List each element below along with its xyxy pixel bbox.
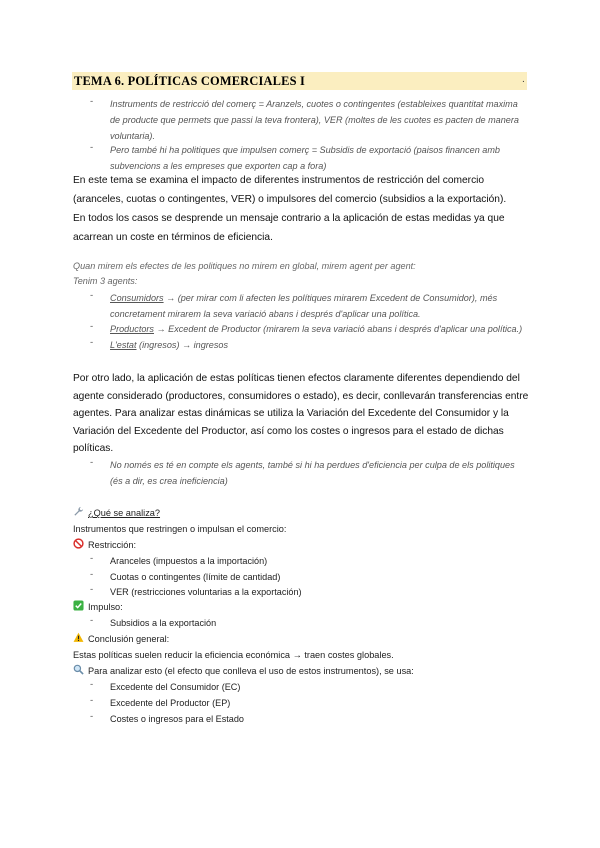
intro-bullet-line: Pero també hi ha politiques que impulsen comerç = Subsidis de exportació (paisos financen amb: [110, 145, 500, 155]
bullet-dash: -: [90, 584, 94, 595]
agent-label-consumidors: Consumidors: [110, 293, 164, 303]
bullet-dash: -: [90, 337, 94, 348]
instruments-line: Instrumentos que restringen o impulsan el comercio:: [73, 524, 287, 534]
intro-bullet-line: Instruments de restricció del comerç = Aranzels, cuotes o contingentes (estableixes quantitat maxima: [110, 99, 518, 109]
conclusion-text: Estas políticas suelen reducir la eficiencia económica → traen costes globales.: [73, 650, 394, 660]
note-line: Quan mirem els efectes de les politiques no mirem en global, mirem agent per agent:: [73, 261, 416, 271]
bullet-dash: -: [90, 321, 94, 332]
bullet-dash: -: [90, 96, 94, 107]
prohibited-icon: [73, 538, 84, 549]
restriction-item: VER (restricciones voluntarias a la exportación): [110, 587, 302, 597]
intro-bullet-line: subvencions a les empreses que exporten cap a fora): [110, 161, 327, 171]
efficiency-line: No només es té en compte els agents, també si hi ha perdues d'eficiencia per culpa de els politiques: [110, 460, 515, 470]
intro-bullet-line: de producte que permets que passi la teva frontera), VER (moltes de les cuotes es pacten de manera: [110, 115, 519, 125]
agent-label-productors: Productors: [110, 324, 154, 334]
conclusion-row: [73, 631, 169, 647]
paragraph-line: En este tema se examina el impacto de diferentes instrumentos de restricción del comercio: [73, 175, 485, 186]
restriction-label: Restricción:: [88, 540, 136, 550]
bullet-dash: -: [90, 679, 94, 690]
summary-question: ¿Qué se analiza?: [88, 508, 161, 518]
bullet-dash: -: [90, 615, 94, 626]
bullet-dash: -: [90, 569, 94, 580]
note-line: Tenim 3 agents:: [73, 276, 138, 286]
restriction-item: Cuotas o contingentes (límite de cantidad): [110, 572, 281, 582]
agent-label-estat: L'estat: [110, 340, 137, 350]
page-title: TEMA 6. POLÍTICAS COMERCIALES I: [74, 74, 305, 88]
conclusion-label: Conclusión general:: [88, 634, 170, 644]
analysis-item: Excedente del Productor (EP): [110, 698, 231, 708]
agent-description: concretament mirarem la seva variació abans i després d'aplicar una política.: [110, 309, 421, 319]
paragraph-line: acarrean un coste en términos de eficiencia.: [73, 232, 273, 243]
impulse-item: Subsidios a la exportación: [110, 618, 217, 628]
bullet-dash: -: [90, 711, 94, 722]
bullet-dash: -: [90, 695, 94, 706]
paragraph-line: agentes. Para analizar estas dinámicas se utiliza la Variación del Excedente del Consumidor y la: [73, 408, 509, 420]
agent-description: (ingresos) → ingresos: [136, 340, 228, 350]
analysis-item: Excedente del Consumidor (EC): [110, 682, 241, 692]
agent-description: → Excedent de Productor (mirarem la seva variació abans i després d'aplicar una política.): [153, 324, 523, 334]
bullet-dash: -: [90, 142, 94, 153]
intro-paragraph: [73, 171, 529, 247]
analysis-row: [73, 663, 414, 679]
warning-icon: [73, 632, 84, 643]
paragraph-line: Por otro lado, la aplicación de estas políticas tienen efectos claramente diferentes dependiendo del: [73, 373, 520, 384]
paragraph-line: (aranceles, cuotas o contingentes, VER) o impulsores del comercio (subsidios a la exportación).: [73, 194, 507, 205]
bullet-dash: -: [90, 290, 94, 301]
paragraph-line: políticas.: [73, 443, 114, 455]
agents-note: [73, 259, 529, 289]
restriction-item: Aranceles (impuestos a la importación): [110, 556, 268, 566]
paragraph-line: agente considerado (productores, consumidores o estado), es decir, conllevarán transferencias entre: [73, 390, 529, 402]
restriction-row: [73, 537, 136, 553]
summary-question-row: [73, 505, 160, 521]
bullet-dash: -: [90, 457, 94, 468]
check-icon: [73, 600, 84, 611]
analysis-line: Para analizar esto (el efecto que conlleva el uso de estos instrumentos), se usa:: [88, 666, 414, 676]
title-trailing-mark: .: [522, 74, 525, 85]
paragraph-line: Variación del Excedente del Productor, así como los costes o ingresos para el estado de dichas: [73, 425, 504, 437]
agent-description: → (per mirar com li afecten les polítiques mirarem Excedent de Consumidor), més: [163, 293, 498, 303]
impulse-row: [73, 599, 123, 615]
bullet-dash: -: [90, 553, 94, 564]
magnifier-icon: [73, 664, 84, 675]
impulse-label: Impulso:: [88, 602, 123, 612]
wrench-icon: [73, 506, 84, 517]
efficiency-line: (és a dir, es crea ineficiencia): [110, 476, 228, 486]
paragraph-line: En todos los casos se desprende un mensaje contrario a la aplicación de estas medidas ya que: [73, 213, 505, 224]
effects-paragraph: [73, 370, 529, 458]
analysis-item: Costes o ingresos para el Estado: [110, 714, 244, 724]
intro-bullet-line: voluntaria).: [110, 131, 155, 141]
